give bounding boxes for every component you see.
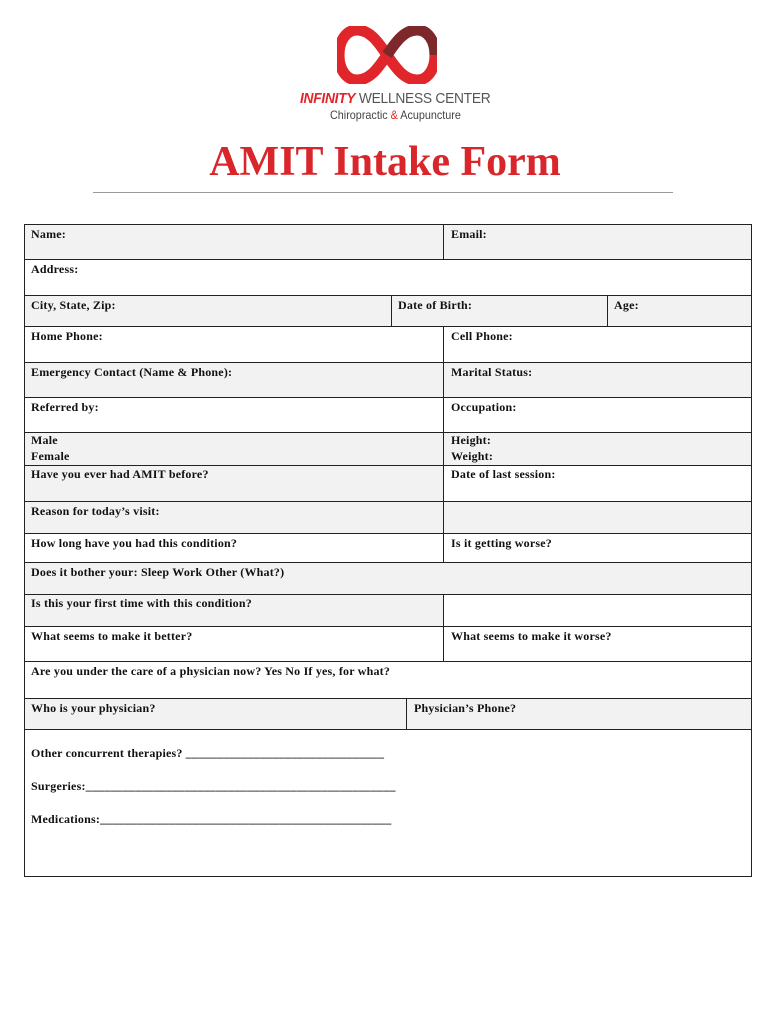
form-row-sex-height-weight bbox=[25, 433, 751, 466]
history-field[interactable] bbox=[25, 730, 751, 876]
form-row-referred-occupation bbox=[25, 398, 751, 433]
home-phone-label: Home Phone: bbox=[31, 329, 103, 343]
emergency-contact-field[interactable] bbox=[25, 363, 443, 397]
cell-phone-field[interactable] bbox=[443, 327, 751, 362]
infinity-logo-icon bbox=[337, 26, 437, 84]
better-label: What seems to make it better? bbox=[31, 629, 193, 643]
reason-label: Reason for today’s visit: bbox=[31, 504, 160, 518]
page-title: AMIT Intake Form bbox=[209, 139, 561, 185]
male-option[interactable]: Male bbox=[31, 433, 58, 447]
logo-name: INFINITY WELLNESS CENTER bbox=[300, 90, 491, 107]
physician-phone-field[interactable] bbox=[406, 699, 751, 729]
form-row-duration bbox=[25, 534, 751, 563]
first-time-field[interactable] bbox=[25, 595, 443, 626]
occupation-field[interactable] bbox=[443, 398, 751, 432]
form-row-first-time bbox=[25, 595, 751, 627]
had-amit-label: Have you ever had AMIT before? bbox=[31, 467, 209, 481]
email-field[interactable] bbox=[443, 225, 751, 259]
had-amit-field[interactable] bbox=[25, 466, 443, 501]
weight-label: Weight: bbox=[451, 449, 494, 463]
form-row-history bbox=[25, 730, 751, 876]
form-row-name-email bbox=[25, 225, 751, 260]
cell-phone-label: Cell Phone: bbox=[451, 329, 513, 343]
date-of-birth-label: Date of Birth: bbox=[398, 298, 473, 312]
form-row-amit-history bbox=[25, 466, 751, 502]
female-option[interactable]: Female bbox=[31, 449, 70, 463]
medications-label: Medications:_______________________________________________ bbox=[31, 812, 392, 826]
form-row-address bbox=[25, 260, 751, 296]
email-label: Email: bbox=[451, 227, 487, 241]
name-field[interactable] bbox=[25, 225, 443, 259]
city-state-zip-label: City, State, Zip: bbox=[31, 298, 116, 312]
marital-status-field[interactable] bbox=[443, 363, 751, 397]
form-row-emergency-marital bbox=[25, 363, 751, 398]
physician-field[interactable] bbox=[25, 699, 406, 729]
marital-status-label: Marital Status: bbox=[451, 365, 533, 379]
name-label: Name: bbox=[31, 227, 66, 241]
form-row-bother bbox=[25, 563, 751, 595]
date-of-birth-field[interactable] bbox=[391, 296, 607, 326]
height-weight-field[interactable] bbox=[443, 433, 751, 465]
physician-phone-label: Physician’s Phone? bbox=[414, 701, 517, 715]
home-phone-field[interactable] bbox=[25, 327, 443, 362]
emergency-contact-label: Emergency Contact (Name & Phone): bbox=[31, 365, 233, 379]
referred-by-field[interactable] bbox=[25, 398, 443, 432]
form-row-physician-care bbox=[25, 662, 751, 699]
age-field[interactable] bbox=[607, 296, 751, 326]
bother-field[interactable] bbox=[25, 563, 751, 594]
how-long-label: How long have you had this condition? bbox=[31, 536, 238, 550]
intake-form bbox=[24, 224, 752, 877]
address-label: Address: bbox=[31, 262, 79, 276]
city-state-zip-field[interactable] bbox=[25, 296, 391, 326]
form-row-city-dob-age bbox=[25, 296, 751, 327]
how-long-field[interactable] bbox=[25, 534, 443, 562]
sex-field[interactable] bbox=[25, 433, 443, 465]
last-session-field[interactable] bbox=[443, 466, 751, 501]
form-row-phones bbox=[25, 327, 751, 363]
surgeries-label: Surgeries:__________________________________________________ bbox=[31, 779, 396, 793]
getting-worse-label: Is it getting worse? bbox=[451, 536, 552, 550]
worse-label: What seems to make it worse? bbox=[451, 629, 612, 643]
logo bbox=[300, 26, 491, 126]
last-session-label: Date of last session: bbox=[451, 467, 556, 481]
physician-care-field[interactable] bbox=[25, 662, 751, 698]
form-row-reason bbox=[25, 502, 751, 534]
first-time-label: Is this your first time with this condition? bbox=[31, 596, 252, 610]
occupation-label: Occupation: bbox=[451, 400, 517, 414]
referred-by-label: Referred by: bbox=[31, 400, 99, 414]
reason-field[interactable] bbox=[25, 502, 443, 533]
better-field[interactable] bbox=[25, 627, 443, 661]
address-field[interactable] bbox=[25, 260, 751, 295]
physician-care-label: Are you under the care of a physician now? Yes No If yes, for what? bbox=[31, 664, 391, 678]
logo-tagline: Chiropractic & Acupuncture bbox=[330, 108, 461, 122]
bother-label: Does it bother your: Sleep Work Other (What?) bbox=[31, 565, 285, 579]
form-row-physician bbox=[25, 699, 751, 730]
getting-worse-field[interactable] bbox=[443, 534, 751, 562]
therapies-label: Other concurrent therapies? ________________________________ bbox=[31, 746, 385, 760]
age-label: Age: bbox=[614, 298, 639, 312]
title-divider bbox=[93, 192, 673, 193]
worse-field[interactable] bbox=[443, 627, 751, 661]
physician-label: Who is your physician? bbox=[31, 701, 156, 715]
reason-field-extra[interactable] bbox=[443, 502, 751, 533]
height-label: Height: bbox=[451, 433, 492, 447]
first-time-field-extra[interactable] bbox=[443, 595, 751, 626]
form-row-better-worse bbox=[25, 627, 751, 662]
